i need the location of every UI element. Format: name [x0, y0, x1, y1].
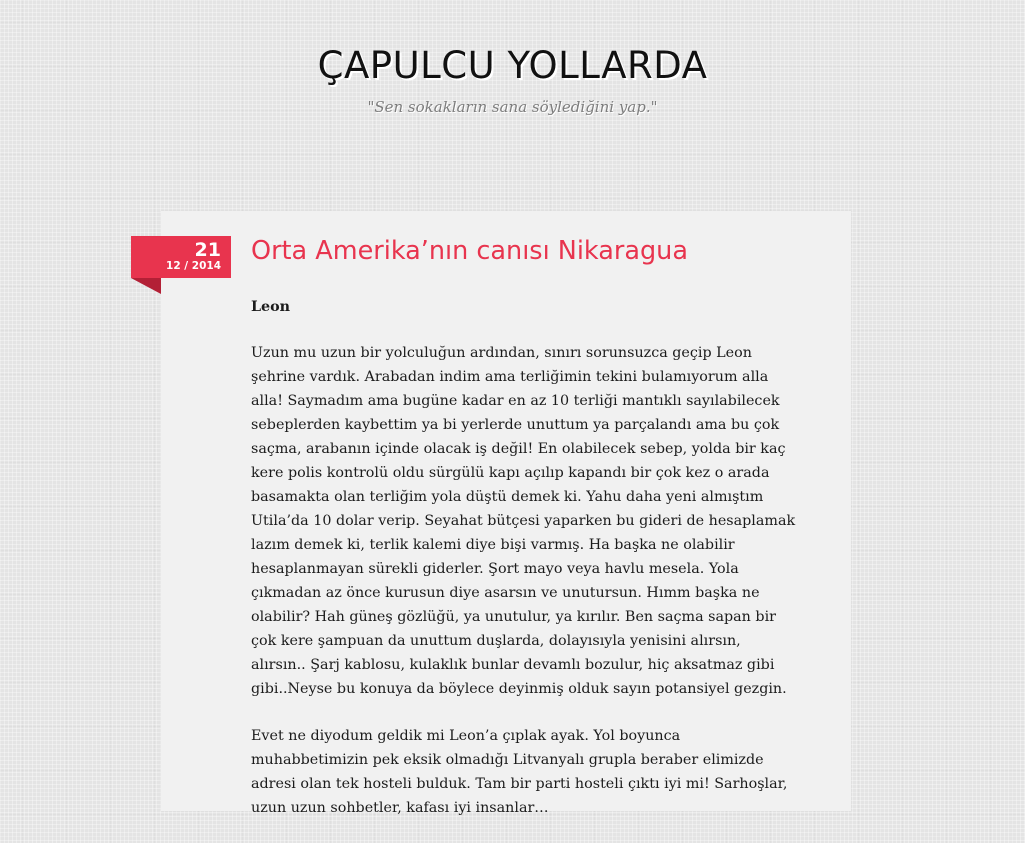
paragraph-line: şehrine vardık. Arabadan indim ama terliğimin tekini bulamıyorum alla — [251, 369, 769, 385]
post-paragraph — [251, 341, 796, 701]
paragraph-line: çok kere şampuan da unuttum duşlarda, dolayısıyla yenisini alırsın, — [251, 633, 741, 649]
post-paragraphs — [251, 341, 796, 820]
post-subheading: Leon — [251, 299, 291, 315]
post-date-badge — [131, 236, 231, 278]
paragraph-line: alırsın.. Şarj kablosu, kulaklık bunlar devamlı bozulur, hiç aksatmaz gibi — [251, 657, 775, 673]
post-date-month-year: 12 / 2014 — [166, 260, 221, 272]
site-title[interactable]: ÇAPULCU YOLLARDA — [317, 44, 708, 87]
paragraph-line: adresi olan tek hosteli bulduk. Tam bir parti hosteli çıktı iyi mi! Sarhoşlar, — [251, 776, 788, 792]
paragraph-line: basamakta olan terliğim yola düştü demek ki. Yahu daha yeni almıştım — [251, 489, 764, 505]
paragraph-line: muhabbetimizin pek eksik olmadığı Litvanyalı grupla beraber elimizde — [251, 752, 764, 768]
post-date-day: 21 — [194, 239, 221, 261]
date-ribbon-fold — [131, 278, 161, 294]
paragraph-line: Utila’da 10 dolar verip. Seyahat bütçesi yaparken bu gideri de hesaplamak — [251, 513, 796, 529]
paragraph-line: lazım demek ki, terlik kalemi diye bişi varmış. Ha başka ne olabilir — [251, 537, 735, 553]
paragraph-line: hesaplanmayan sürekli giderler. Şort mayo veya havlu mesela. Yola — [251, 561, 739, 577]
post-paragraph — [251, 724, 788, 820]
paragraph-line: çıkmadan az önce kurusun diye asarsın ve unutursun. Hımm başka ne — [251, 585, 760, 601]
site-tagline: "Sen sokakların sana söylediğini yap." — [367, 98, 658, 116]
paragraph-line: gibi..Neyse bu konuya da böylece deyinmiş olduk sayın potansiyel gezgin. — [251, 681, 787, 697]
paragraph-line: uzun uzun sohbetler, kafası iyi insanlar… — [251, 800, 549, 816]
paragraph-line: Uzun mu uzun bir yolculuğun ardından, sınırı sorunsuzca geçip Leon — [251, 345, 752, 361]
paragraph-line: kere polis kontrolü oldu sürgülü kapı açılıp kapandı bir çok kez o arada — [251, 465, 770, 481]
paragraph-line: alla! Saymadım ama bugüne kadar en az 10 terliği mantıklı sayılabilecek — [251, 393, 780, 409]
post-title[interactable]: Orta Amerika’nın canısı Nikaragua — [251, 236, 688, 266]
paragraph-line: saçma, arabanın içinde olacak iş değil! En olabilecek sebep, yolda bir kaç — [251, 441, 786, 457]
paragraph-line: sebeplerden kaybettim ya bi yerlerde unuttum ya parçalandı ama bu çok — [251, 417, 780, 433]
post-body — [251, 295, 796, 843]
paragraph-line: olabilir? Hah güneş gözlüğü, ya unutulur, ya kırılır. Ben saçma sapan bir — [251, 609, 776, 625]
paragraph-line: Evet ne diyodum geldik mi Leon’a çıplak ayak. Yol boyunca — [251, 728, 681, 744]
